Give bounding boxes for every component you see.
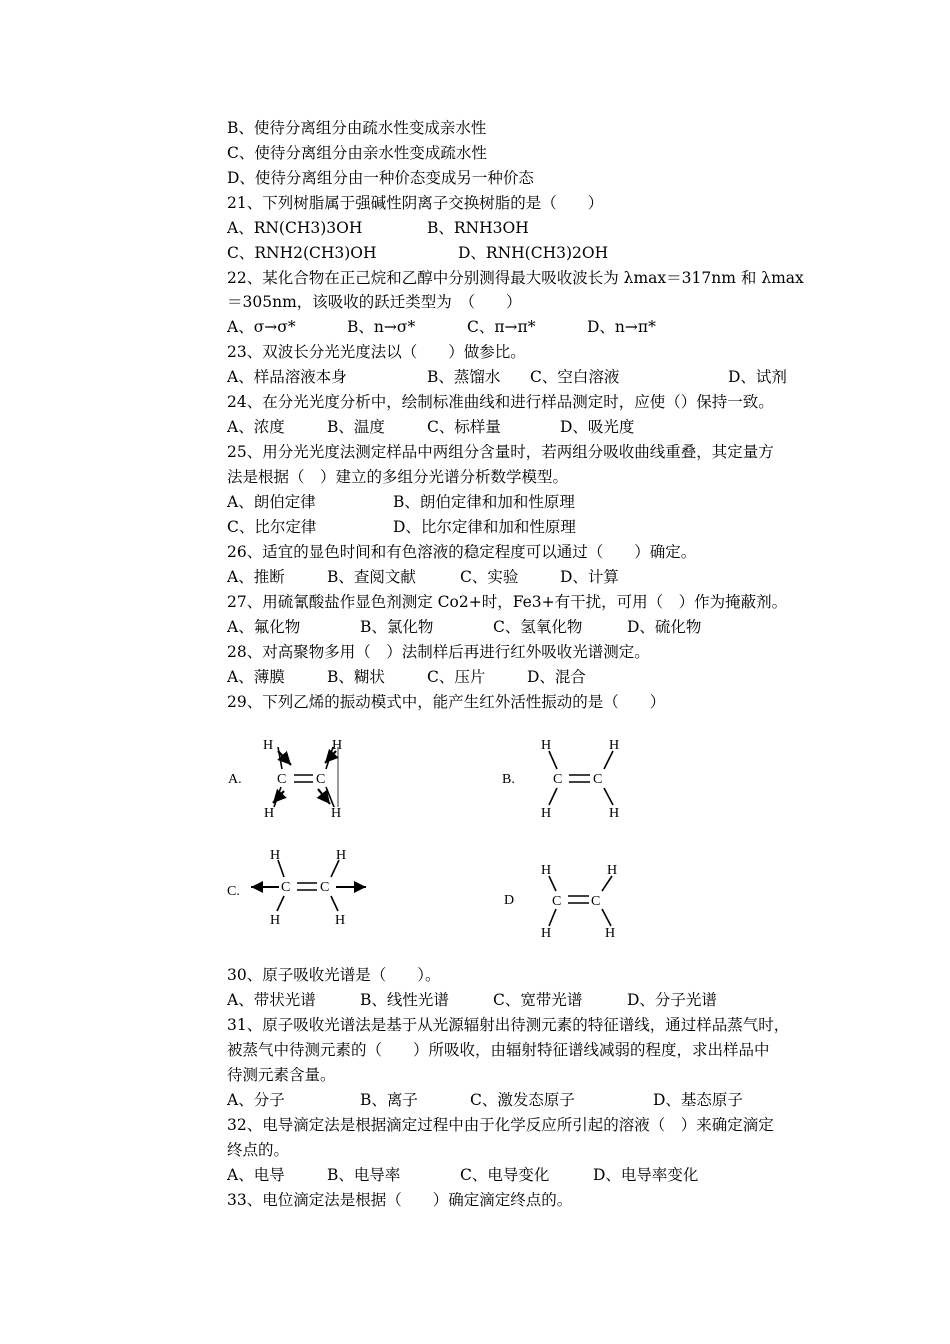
q24-option-c: C、标样量	[427, 418, 501, 436]
q23-option-a: A、样品溶液本身	[227, 368, 347, 386]
question-22-line2: ＝305nm，该吸收的跃迁类型为 （ ）	[227, 293, 522, 311]
q22-option-d: D、n→π*	[587, 318, 656, 336]
svg-text:H: H	[607, 863, 618, 878]
svg-text:H: H	[332, 738, 343, 753]
q31-option-b: B、离子	[360, 1091, 418, 1109]
question-24: 24、在分光光度分析中，绘制标准曲线和进行样品测定时，应使（）保持一致。	[227, 393, 774, 411]
option-b-prev: B、使待分离组分由疏水性变成亲水性	[227, 119, 487, 137]
svg-text:H: H	[541, 738, 552, 753]
svg-text:H: H	[541, 926, 552, 941]
svg-text:H: H	[270, 848, 281, 863]
svg-text:H: H	[331, 806, 342, 821]
svg-text:H: H	[264, 806, 275, 821]
q25-option-c: C、比尔定律	[227, 518, 317, 536]
svg-text:C: C	[552, 894, 562, 909]
question-25-line2: 法是根据（ ）建立的多组分光谱分析数学模型。	[227, 468, 569, 486]
svg-text:H: H	[541, 863, 552, 878]
q25-option-d: D、比尔定律和加和性原理	[393, 518, 576, 536]
question-21: 21、下列树脂属于强碱性阴离子交换树脂的是（ ）	[227, 194, 604, 212]
svg-text:H: H	[336, 848, 347, 863]
question-33: 33、电位滴定法是根据（ ）确定滴定终点的。	[227, 1191, 573, 1209]
q32-option-d: D、电导率变化	[593, 1166, 699, 1184]
ethylene-vibration-diagrams	[0, 725, 950, 965]
option-c-prev: C、使待分离组分由亲水性变成疏水性	[227, 144, 487, 162]
q24-option-d: D、吸光度	[560, 418, 635, 436]
diagram-d-label: D	[504, 893, 515, 908]
svg-text:C: C	[320, 880, 330, 895]
q30-option-a: A、带状光谱	[227, 991, 316, 1009]
q31-option-a: A、分子	[227, 1091, 285, 1109]
q30-option-b: B、线性光谱	[360, 991, 449, 1009]
q22-option-c: C、π→π*	[467, 318, 536, 336]
q23-option-d: D、试剂	[728, 368, 787, 386]
question-32-line1: 32、电导滴定法是根据滴定过程中由于化学反应所引起的溶液（ ）来确定滴定	[227, 1116, 774, 1134]
svg-text:H: H	[609, 738, 620, 753]
diagram-a-label: A.	[228, 772, 242, 787]
q25-option-b: B、朗伯定律和加和性原理	[393, 493, 575, 511]
diagram-b-label: B.	[502, 772, 515, 787]
q27-option-d: D、硫化物	[627, 618, 702, 636]
q23-option-b: B、蒸馏水	[427, 368, 501, 386]
q21-option-d: D、RNH(CH3)2OH	[458, 244, 609, 262]
q31-option-d: D、基态原子	[653, 1091, 743, 1109]
question-29: 29、下列乙烯的振动模式中，能产生红外活性振动的是（ ）	[227, 693, 666, 711]
q25-option-a: A、朗伯定律	[227, 493, 316, 511]
q32-option-b: B、电导率	[327, 1166, 401, 1184]
svg-text:C: C	[553, 772, 563, 787]
q31-option-c: C、激发态原子	[470, 1091, 575, 1109]
q24-option-b: B、温度	[327, 418, 385, 436]
svg-text:H: H	[263, 738, 274, 753]
q21-option-b: B、RNH3OH	[427, 219, 529, 237]
q27-option-a: A、氟化物	[227, 618, 301, 636]
svg-text:H: H	[335, 913, 346, 928]
q21-option-a: A、RN(CH3)3OH	[227, 219, 363, 237]
q30-option-c: C、宽带光谱	[493, 991, 583, 1009]
q27-option-b: B、氯化物	[360, 618, 434, 636]
question-22-line1: 22、某化合物在正己烷和乙醇中分别测得最大吸收波长为 λmax＝317nm 和 λmax	[227, 269, 804, 287]
svg-text:H: H	[609, 806, 620, 821]
question-31-line1: 31、原子吸收光谱法是基于从光源辐射出待测元素的特征谱线，通过样品蒸气时，	[227, 1016, 790, 1034]
q22-option-b: B、n→σ*	[347, 318, 416, 336]
svg-text:C: C	[593, 772, 603, 787]
q24-option-a: A、浓度	[227, 418, 285, 436]
option-d-prev: D、使待分离组分由一种价态变成另一种价态	[227, 169, 534, 187]
question-23: 23、双波长分光光度法以（ ）做参比。	[227, 343, 526, 361]
q28-option-a: A、薄膜	[227, 668, 285, 686]
q32-option-c: C、电导变化	[460, 1166, 550, 1184]
svg-text:C: C	[277, 772, 287, 787]
q22-option-a: A、σ→σ*	[227, 318, 296, 336]
svg-text:C: C	[591, 894, 601, 909]
q28-option-c: C、压片	[427, 668, 486, 686]
q32-option-a: A、电导	[227, 1166, 285, 1184]
question-25-line1: 25、用分光光度法测定样品中两组分含量时，若两组分吸收曲线重叠，其定量方	[227, 443, 774, 461]
q28-option-b: B、糊状	[327, 668, 385, 686]
svg-text:C: C	[316, 772, 326, 787]
q23-option-c: C、空白溶液	[530, 368, 620, 386]
svg-text:H: H	[270, 913, 281, 928]
question-26: 26、适宜的显色时间和有色溶液的稳定程度可以通过（ ）确定。	[227, 543, 697, 561]
q26-option-c: C、实验	[460, 568, 519, 586]
q26-option-a: A、推断	[227, 568, 285, 586]
q28-option-d: D、混合	[527, 668, 586, 686]
q26-option-b: B、查阅文献	[327, 568, 416, 586]
q26-option-d: D、计算	[560, 568, 619, 586]
question-31-line3: 待测元素含量。	[227, 1066, 336, 1084]
diagram-c-label: C.	[227, 884, 240, 899]
question-32-line2: 终点的。	[227, 1141, 290, 1159]
q21-option-c: C、RNH2(CH3)OH	[227, 244, 377, 262]
question-30: 30、原子吸收光谱是（ ）。	[227, 966, 441, 984]
svg-text:H: H	[605, 926, 616, 941]
question-31-line2: 被蒸气中待测元素的（ ）所吸收，由辐射特征谱线减弱的程度，求出样品中	[227, 1041, 770, 1059]
q30-option-d: D、分子光谱	[627, 991, 717, 1009]
svg-text:H: H	[541, 806, 552, 821]
q27-option-c: C、氢氧化物	[493, 618, 583, 636]
question-27: 27、用硫氰酸盐作显色剂测定 Co2+时，Fe3+有干扰，可用（ ）作为掩蔽剂。	[227, 593, 788, 611]
svg-text:C: C	[281, 880, 291, 895]
question-28: 28、对高聚物多用（ ）法制样后再进行红外吸收光谱测定。	[227, 643, 650, 661]
